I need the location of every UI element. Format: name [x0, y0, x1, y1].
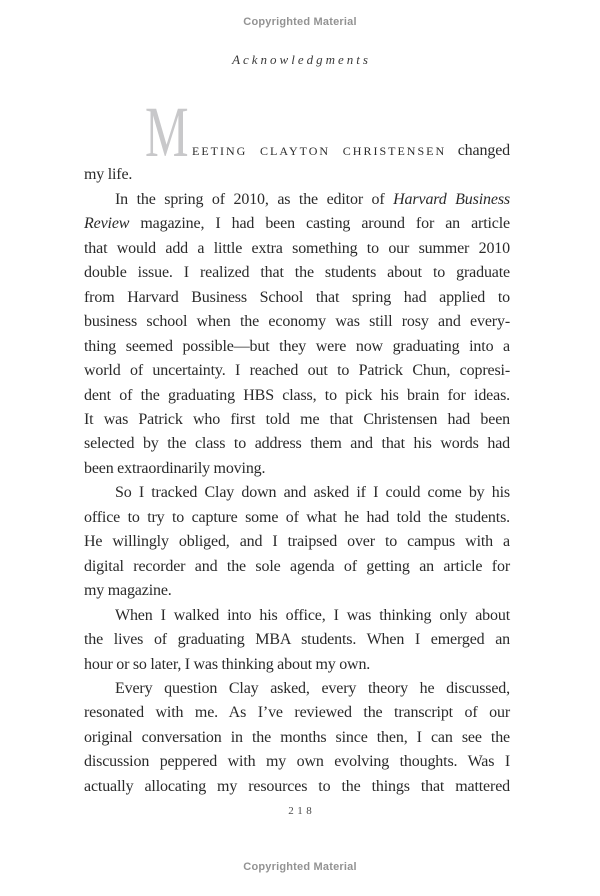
- text-segment: It was Patrick who first told me that Christensen had been: [84, 410, 510, 428]
- text-line: [84, 701, 510, 725]
- text-line: [84, 579, 510, 603]
- text-segment: that would add a little extra something to our summer 2010: [84, 239, 510, 257]
- text-segment: the lives of graduating MBA students. When I emerged an: [84, 631, 510, 649]
- opening-line-2: my life.: [84, 166, 133, 184]
- text-segment: my magazine.: [84, 582, 172, 600]
- text-line: [84, 188, 510, 212]
- text-segment: office to try to capture some of what he had told the students.: [84, 508, 510, 526]
- italic-text: Harvard Business: [393, 190, 510, 208]
- text-line: [84, 335, 510, 359]
- text-line: [84, 261, 510, 285]
- copyright-notice-bottom: Copyrighted Material: [243, 861, 357, 873]
- text-line: [84, 530, 510, 554]
- text-line: [84, 457, 510, 481]
- text-line: [84, 408, 510, 432]
- text-segment: hour or so later, I was thinking about my own.: [84, 655, 371, 673]
- text-segment: So I tracked Clay down and asked if I could come by his: [115, 484, 510, 502]
- paragraphs-container: [84, 188, 510, 799]
- text-line: [84, 750, 510, 774]
- text-line: [84, 286, 510, 310]
- text-line: [84, 384, 510, 408]
- text-segment: business school when the economy was still rosy and every-: [84, 313, 510, 331]
- text-segment: In the spring of 2010, as the editor of: [115, 190, 394, 208]
- text-segment: world of uncertainty. I reached out to Patrick Chun, copresi-: [84, 362, 510, 380]
- italic-text: Review: [84, 215, 130, 233]
- text-line: [84, 653, 510, 677]
- opening-rest: changed: [457, 142, 510, 159]
- text-line: [84, 432, 510, 456]
- text-segment: resonated with me. As I’ve reviewed the transcript of our: [84, 704, 510, 722]
- text-line: [84, 481, 510, 505]
- text-line: [84, 677, 510, 701]
- text-segment: original conversation in the months since then, I can see the: [84, 728, 510, 746]
- text-segment: thing seemed possible—but they were now graduating into a: [84, 337, 510, 355]
- text-line: [84, 212, 510, 236]
- page-number: 218: [288, 805, 316, 817]
- page-body: [84, 92, 510, 799]
- text-segment: from Harvard Business School that spring had applied to: [84, 288, 510, 306]
- text-line: [84, 506, 510, 530]
- text-line: [84, 359, 510, 383]
- text-segment: been extraordinarily moving.: [84, 459, 266, 477]
- text-line: [84, 604, 510, 628]
- text-line: [84, 726, 510, 750]
- text-segment: Every question Clay asked, every theory he discussed,: [115, 679, 510, 697]
- text-segment: dent of the graduating HBS class, to pick his brain for ideas.: [84, 386, 510, 404]
- text-segment: double issue. I realized that the students about to graduate: [84, 264, 510, 282]
- text-segment: He willingly obliged, and I traipsed over to campus with a: [84, 533, 510, 551]
- text-line: [84, 628, 510, 652]
- text-line: [84, 310, 510, 334]
- copyright-notice-top: Copyrighted Material: [243, 16, 357, 28]
- opening-small-caps: EETING CLAYTON CHRISTENSEN: [192, 144, 447, 158]
- text-segment: digital recorder and the sole agenda of getting an article for: [84, 557, 510, 575]
- text-line: [84, 555, 510, 579]
- text-segment: When I walked into his office, I was thinking only about: [115, 606, 510, 624]
- section-title: Acknowledgments: [232, 52, 371, 67]
- text-segment: magazine, I had been casting around for an article: [129, 215, 510, 233]
- text-segment: selected by the class to address them and that his words had: [84, 435, 510, 453]
- text-line: [84, 237, 510, 261]
- text-segment: actually allocating my resources to the things that mattered: [84, 777, 510, 795]
- drop-cap: M: [145, 92, 189, 172]
- text-line: [84, 775, 510, 799]
- text-segment: discussion peppered with my own evolving thoughts. Was I: [84, 753, 510, 771]
